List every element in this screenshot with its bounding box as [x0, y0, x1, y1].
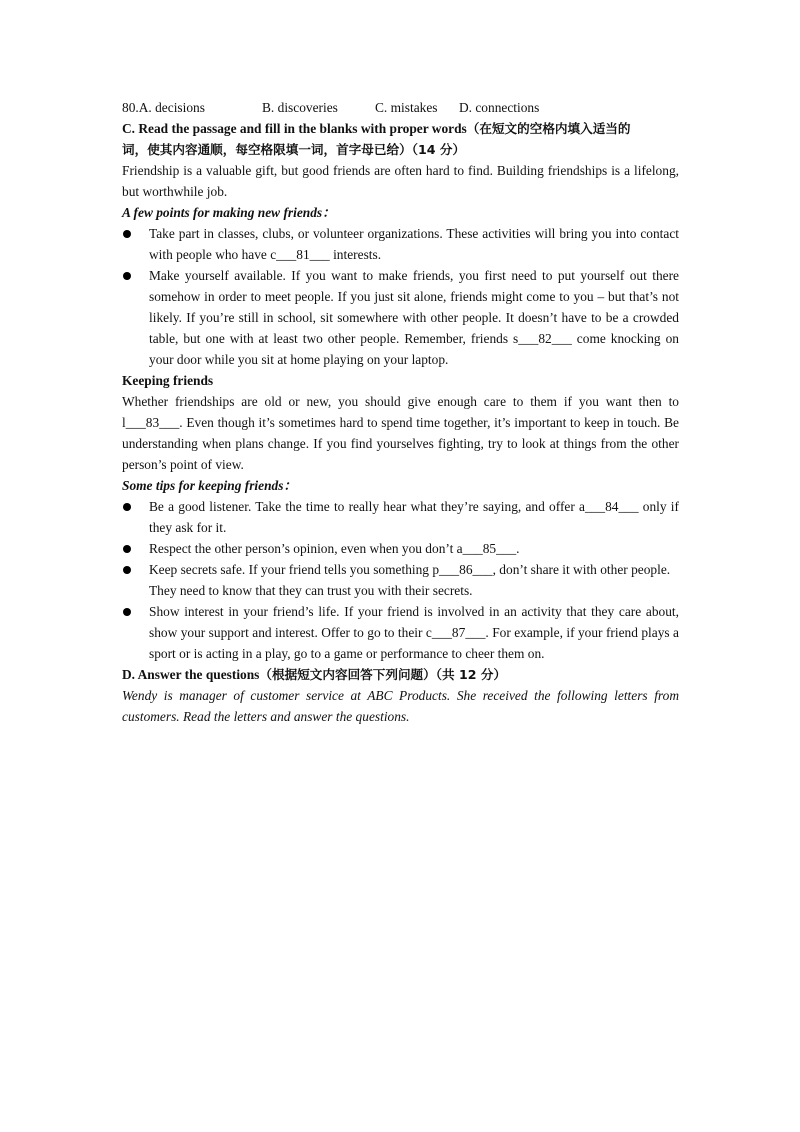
list-item [122, 265, 679, 370]
section-c-instructions-1: （在短文的空格内填入适当的 [466, 121, 631, 136]
list-item [122, 601, 679, 664]
points-heading: A few points for making new friends： [122, 205, 336, 220]
keeping-friends-heading: Keeping friends [122, 373, 214, 388]
tip-2-text: Respect the other person’s opinion, even when you don’t a___85___. [149, 541, 520, 556]
point-2-text: Make yourself available. If you want to make friends, you first need to put yourself out there somehow in order to meet people. If you just sit alone, friends might come to you – but that’s not likely. If you’re still in school, sit somewhere with other people. It doesn’t have to be a crowded table, but one with at least two other people. Remember, friends s___82___ come knocking on your door while you sit at home playing on your laptop. [149, 268, 679, 367]
option-c: C. mistakes [375, 100, 438, 115]
option-d: D. connections [459, 100, 540, 115]
tip-3-continuation: They need to know that they can trust you with their secrets. [149, 583, 473, 598]
section-c-intro: Friendship is a valuable gift, but good friends are often hard to find. Building friendships is a lifelong, but worthwhile job. [122, 163, 679, 199]
list-item [122, 559, 679, 580]
section-c-instructions-2: 词，使其内容通顺，每空格限填一词，首字母已给）（14 分） [122, 142, 466, 157]
worksheet-page [122, 97, 679, 727]
section-c-heading [122, 118, 679, 160]
bullet-icon [123, 230, 131, 238]
option-a: 80.A. decisions [122, 100, 205, 115]
question-80-options [122, 97, 679, 118]
list-item [122, 496, 679, 538]
tips-heading: Some tips for keeping friends： [122, 478, 297, 493]
section-d-intro: Wendy is manager of customer service at ABC Products. She received the following letters from customers. Read the letters and answer the questions. [122, 688, 679, 724]
keeping-friends-text: Whether friendships are old or new, you should give enough care to them if you want then to l___83___. Even though it’s sometimes hard to spend time together, it’s important to keep in touch. Be understanding when plans change. If you find yourselves fighting, try to look at things from the other person’s point of view. [122, 394, 679, 472]
bullet-icon [123, 608, 131, 616]
section-d-heading [122, 664, 679, 685]
tip-4-text: Show interest in your friend’s life. If your friend is involved in an activity that they care about, show your support and interest. Offer to go to their c___87___. For example, if your friend plays a sport or is acting in a play, go to a game or performance to cheer them on. [149, 604, 679, 661]
section-c-title: C. Read the passage and fill in the blanks with proper words [122, 121, 467, 136]
bullet-icon [123, 566, 131, 574]
bullet-icon [123, 272, 131, 280]
list-item [122, 223, 679, 265]
section-d-instructions: （根据短文内容回答下列问题）（共 12 分） [259, 667, 507, 682]
bullet-icon [123, 545, 131, 553]
point-1-text: Take part in classes, clubs, or volunteer organizations. These activities will bring you into contact with people who have c___81___ interests. [149, 226, 679, 262]
option-b: B. discoveries [262, 100, 338, 115]
section-d-title: D. Answer the questions [122, 667, 260, 682]
tip-1-text: Be a good listener. Take the time to really hear what they’re saying, and offer a___84___ only if they ask for it. [149, 499, 679, 535]
list-item [122, 538, 679, 559]
tip-3-text: Keep secrets safe. If your friend tells you something p___86___, don’t share it with other people. [149, 562, 671, 577]
bullet-icon [123, 503, 131, 511]
